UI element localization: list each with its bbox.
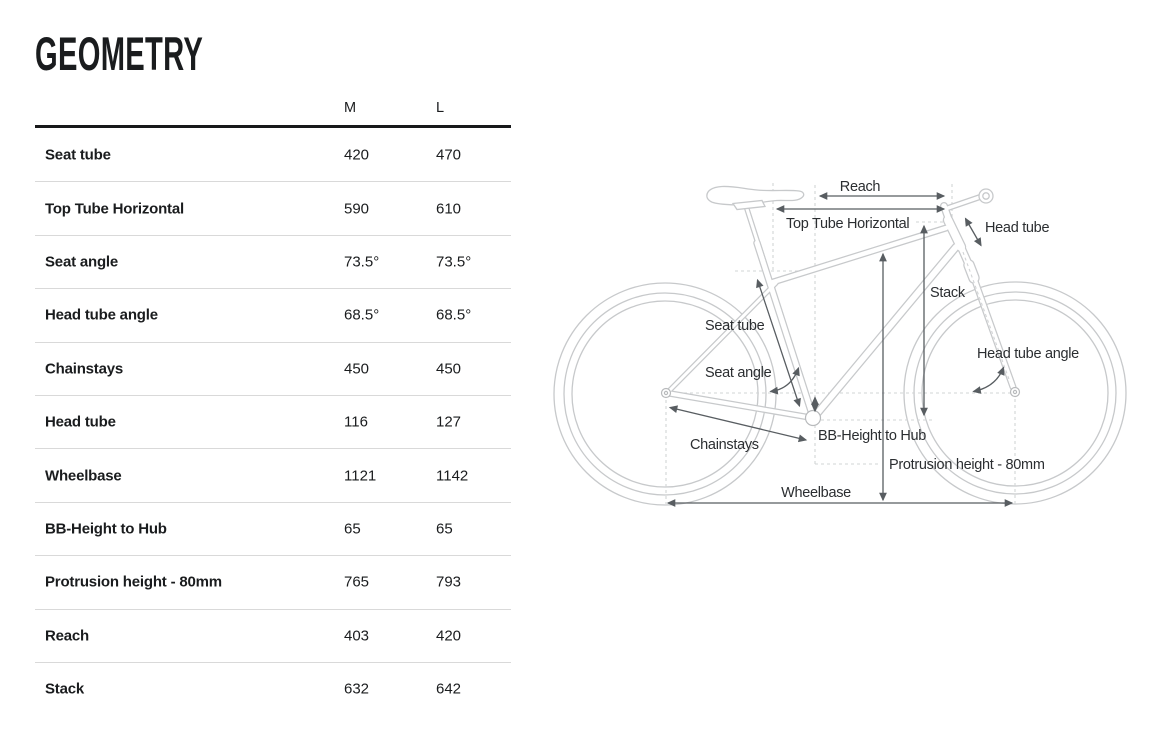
table-row bbox=[35, 555, 511, 608]
row-value-m: 65 bbox=[344, 520, 361, 538]
row-value-l: 450 bbox=[436, 360, 462, 378]
bottom-bracket-icon bbox=[806, 411, 821, 426]
label-wheelbase: Wheelbase bbox=[781, 485, 851, 501]
row-label: Chainstays bbox=[45, 360, 124, 378]
row-label: Head tube bbox=[45, 413, 116, 431]
row-value-m: 68.5° bbox=[344, 306, 380, 324]
row-value-m: 765 bbox=[344, 573, 370, 591]
table-row bbox=[35, 128, 511, 181]
table-row bbox=[35, 181, 511, 234]
row-label: Reach bbox=[45, 627, 90, 645]
table-row bbox=[35, 395, 511, 448]
table-row bbox=[35, 448, 511, 501]
row-value-m: 450 bbox=[344, 360, 370, 378]
row-value-l: 1142 bbox=[436, 467, 469, 485]
table-row bbox=[35, 235, 511, 288]
row-label: Top Tube Horizontal bbox=[45, 200, 184, 218]
row-value-l: 642 bbox=[436, 680, 462, 698]
table-header bbox=[35, 88, 511, 128]
label-top-tube-horizontal: Top Tube Horizontal bbox=[786, 216, 910, 232]
row-value-l: 127 bbox=[436, 413, 462, 431]
row-value-m: 1121 bbox=[344, 467, 377, 485]
label-stack: Stack bbox=[930, 285, 965, 301]
row-value-m: 632 bbox=[344, 680, 370, 698]
row-value-m: 590 bbox=[344, 200, 370, 218]
dimension-labels bbox=[690, 179, 1079, 501]
row-value-l: 73.5° bbox=[436, 253, 472, 271]
label-protrusion-height: Protrusion height - 80mm bbox=[889, 457, 1045, 473]
row-label: Stack bbox=[45, 680, 85, 698]
row-value-m: 420 bbox=[344, 146, 370, 164]
geometry-table bbox=[35, 88, 511, 715]
page-title: GEOMETRY bbox=[35, 27, 204, 80]
row-value-l: 470 bbox=[436, 146, 462, 164]
head-tube-angle-arc bbox=[974, 368, 1004, 392]
label-head-tube-angle: Head tube angle bbox=[977, 346, 1079, 362]
size-header-l: L bbox=[436, 100, 445, 116]
table-row bbox=[35, 609, 511, 662]
bike-geometry-diagram bbox=[540, 140, 1171, 540]
table-row bbox=[35, 662, 511, 715]
row-label: Seat angle bbox=[45, 253, 119, 271]
table-row bbox=[35, 342, 511, 395]
row-label: Wheelbase bbox=[45, 467, 122, 485]
row-label: Head tube angle bbox=[45, 306, 158, 324]
row-value-l: 610 bbox=[436, 200, 462, 218]
head-tube-arrow bbox=[966, 219, 982, 246]
label-chainstays: Chainstays bbox=[690, 437, 759, 453]
table-row bbox=[35, 288, 511, 341]
table-row bbox=[35, 502, 511, 555]
row-label: Protrusion height - 80mm bbox=[45, 573, 222, 591]
label-bb-height-to-hub: BB-Height to Hub bbox=[818, 428, 927, 444]
row-value-m: 116 bbox=[344, 413, 368, 431]
size-header-m: M bbox=[344, 100, 357, 116]
row-value-l: 793 bbox=[436, 573, 462, 591]
row-value-l: 65 bbox=[436, 520, 453, 538]
row-label: BB-Height to Hub bbox=[45, 520, 167, 538]
label-head-tube: Head tube bbox=[985, 220, 1050, 236]
table-body bbox=[35, 128, 511, 715]
row-value-l: 420 bbox=[436, 627, 462, 645]
label-reach: Reach bbox=[839, 179, 881, 195]
row-label: Seat tube bbox=[45, 146, 111, 164]
row-value-l: 68.5° bbox=[436, 306, 472, 324]
row-value-m: 73.5° bbox=[344, 253, 380, 271]
label-seat-angle: Seat angle bbox=[705, 365, 772, 381]
label-seat-tube: Seat tube bbox=[705, 318, 765, 334]
row-value-m: 403 bbox=[344, 627, 370, 645]
